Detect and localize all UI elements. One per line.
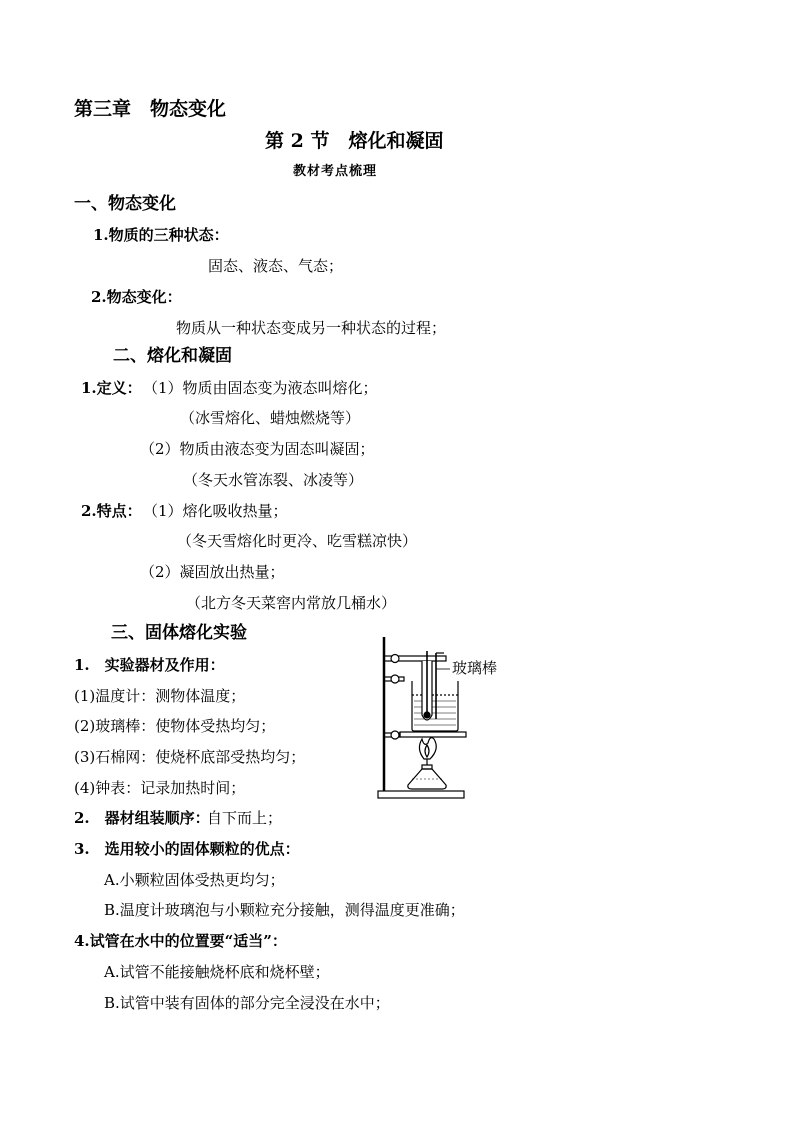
part2-feat2: （2）凝固放出热量； — [140, 563, 285, 581]
part3-equipment-1: (1)温度计：测物体温度； — [74, 687, 246, 705]
subtitle: 教材考点梳理 — [293, 164, 378, 179]
part1-item2-text: 物质从一种状态变成另一种状态的过程； — [176, 319, 447, 337]
part2-feat-label: 2.特点： — [81, 502, 142, 520]
part3-item1-label: 1. 实验器材及作用： — [74, 656, 225, 674]
beaker — [412, 681, 458, 731]
part2-def1: （1）物质由固态变为液态叫熔化； — [143, 379, 378, 397]
part2-feat1-example: （冬天雪熔化时更冷、吃雪糕凉快） — [177, 532, 418, 550]
part3-heading: 三、固体熔化实验 — [111, 623, 247, 643]
chapter-title: 第三章 物态变化 — [74, 98, 227, 120]
stand-base — [378, 791, 464, 798]
part2-feat2-example: （北方冬天菜窖内常放几桶水） — [186, 594, 397, 612]
gauze — [400, 732, 466, 737]
part1-item1-text: 固态、液态、气态； — [208, 257, 344, 275]
part2-def2-example: （冬天水管冻裂、冰凌等） — [183, 471, 364, 489]
part2-feat1: （1）熔化吸收热量； — [143, 502, 288, 520]
part2-heading: 二、熔化和凝固 — [113, 346, 232, 366]
part1-heading: 一、物态变化 — [74, 194, 176, 214]
part3-equipment-4: (4)钟表：记录加热时间； — [74, 779, 246, 797]
part3-equipment-3: (3)石棉网：使烧杯底部受热均匀； — [74, 748, 306, 766]
part1-item1-label: 1.物质的三种状态： — [93, 226, 229, 244]
part2-def2: （2）物质由液态变为固态叫凝固； — [140, 440, 375, 458]
part3-equipment-2: (2)玻璃棒：使物体受热均匀； — [74, 717, 276, 735]
glass-rod-label: 玻璃棒 — [452, 659, 498, 677]
section-title: 第 2 节 熔化和凝固 — [265, 130, 444, 152]
melting-apparatus-figure — [372, 633, 512, 801]
part3-item4-b: B.试管中装有固体的部分完全浸没在水中； — [104, 994, 390, 1012]
part1-item2-label: 2.物态变化： — [91, 288, 182, 306]
part2-def-label: 1.定义： — [81, 379, 142, 397]
part3-item3-label: 3. 选用较小的固体颗粒的优点： — [74, 840, 300, 858]
part3-item2-text: 自下而上； — [207, 809, 283, 827]
part3-item3-a: A.小颗粒固体受热更均匀； — [104, 871, 285, 889]
part3-item4-label: 4.试管在水中的位置要“适当”： — [74, 932, 287, 950]
part3-item3-b: B.温度计玻璃泡与小颗粒充分接触，测得温度更准确； — [104, 901, 465, 919]
part3-item4-a: A.试管不能接触烧杯底和烧杯壁； — [104, 963, 330, 981]
part2-def1-example: （冰雪熔化、蜡烛燃烧等） — [180, 409, 361, 427]
part3-item2-label: 2. 器材组装顺序： — [74, 809, 210, 827]
